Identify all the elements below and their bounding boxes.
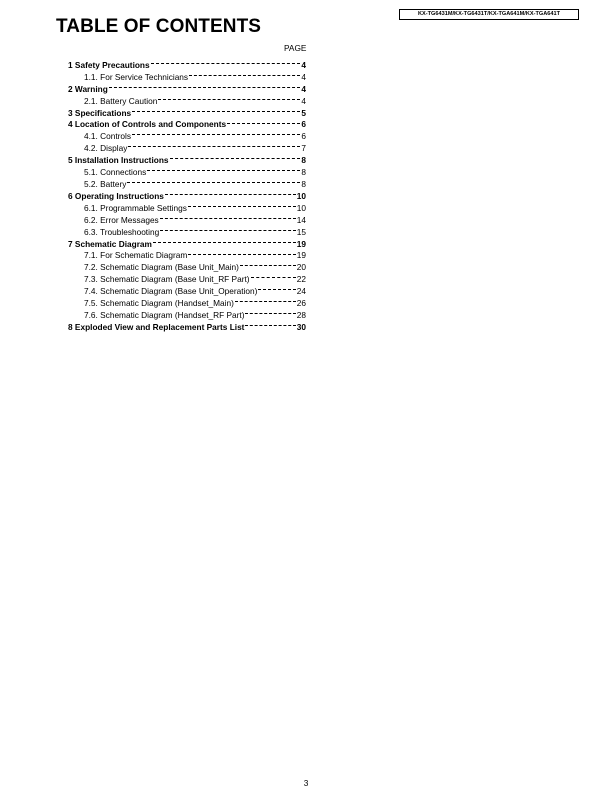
toc-entry-page: 4 (301, 71, 306, 82)
toc-dot-leader (109, 80, 301, 92)
toc-entry-page: 8 (301, 167, 306, 178)
toc-entry-page: 19 (296, 250, 306, 261)
toc-entry-label: 8 Exploded View and Replacement Parts List (68, 321, 245, 332)
toc-entry-label: 5.2. Battery (84, 178, 127, 189)
toc-dot-leader (258, 282, 295, 294)
toc-entry-label: 6.3. Troubleshooting (84, 226, 160, 237)
page-title: TABLE OF CONTENTS (56, 16, 262, 37)
toc-entry-page: 4 (301, 95, 306, 106)
toc-entry-page: 6 (301, 131, 306, 142)
toc-entry-page: 24 (296, 286, 306, 297)
toc-entry-page: 5 (301, 107, 306, 118)
toc-entry-label: 1.1. For Service Technicians (84, 71, 189, 82)
toc-entry-page: 4 (301, 59, 306, 70)
toc-entry-label: 5.1. Connections (84, 167, 147, 178)
toc-dot-leader (245, 318, 295, 330)
toc-entry-page: 8 (301, 155, 306, 166)
toc-entry-page: 6 (301, 119, 306, 130)
toc-entry-page: 30 (296, 321, 306, 332)
toc-dot-leader (251, 270, 296, 282)
toc-dot-leader (160, 223, 296, 235)
toc-entry-page: 15 (296, 226, 306, 237)
toc-entry-label: 6.2. Error Messages (84, 214, 159, 225)
toc-dot-leader (132, 104, 300, 116)
toc-dot-leader (189, 68, 300, 80)
toc-entry-label: 7.6. Schematic Diagram (Handset_RF Part) (84, 309, 245, 320)
toc-dot-leader (147, 163, 300, 175)
toc-dot-leader (170, 151, 301, 163)
toc-dot-leader (240, 258, 296, 270)
toc-dot-leader (127, 175, 300, 187)
toc-entry-label: 7.2. Schematic Diagram (Base Unit_Main) (84, 262, 239, 273)
toc-section-entry[interactable] (68, 56, 306, 68)
toc-dot-leader (153, 235, 296, 247)
toc-entry-label: 7.3. Schematic Diagram (Base Unit_RF Part) (84, 274, 250, 285)
toc-dot-leader (165, 187, 296, 199)
toc-dot-leader (245, 306, 295, 318)
toc-entry-label: 1 Safety Precautions (68, 59, 150, 70)
toc-entry-page: 14 (296, 214, 306, 225)
toc-dot-leader (235, 294, 296, 306)
toc-entry-page: 7 (301, 143, 306, 154)
toc-entry-label: 2.1. Battery Caution (84, 95, 158, 106)
toc-entry-label: 6.1. Programmable Settings (84, 202, 187, 213)
toc-entry-page: 10 (296, 202, 306, 213)
toc-entry-page: 10 (296, 190, 306, 201)
toc-entry-label: 7.1. For Schematic Diagram (84, 250, 188, 261)
toc-entry-page: 26 (296, 298, 306, 309)
toc-dot-leader (160, 211, 296, 223)
toc-entry-page: 28 (296, 309, 306, 320)
toc-dot-leader (132, 127, 300, 139)
model-number-header: KX-TG6431M/KX-TG6431T/KX-TGA641M/KX-TGA641T (399, 9, 579, 20)
toc-entry-label: 7 Schematic Diagram (68, 238, 152, 249)
toc-entry-label: 4.2. Display (84, 143, 128, 154)
toc-entry-page: 8 (301, 178, 306, 189)
toc-entry-label: 4.1. Controls (84, 131, 132, 142)
toc-entry-label: 5 Installation Instructions (68, 155, 169, 166)
toc-dot-leader (151, 56, 301, 68)
toc-entry-page: 19 (296, 238, 306, 249)
toc-dot-leader (128, 139, 300, 151)
toc-dot-leader (188, 247, 295, 259)
toc-entry-label: 2 Warning (68, 83, 108, 94)
toc-entry-page: 22 (296, 274, 306, 285)
toc-entry-label: 4 Location of Controls and Components (68, 119, 227, 130)
toc-entry-label: 7.4. Schematic Diagram (Base Unit_Operation) (84, 286, 258, 297)
table-of-contents-list (68, 56, 306, 330)
toc-entry-page: 20 (296, 262, 306, 273)
toc-entry-label: 3 Specifications (68, 107, 132, 118)
page-column-heading: PAGE (284, 43, 307, 53)
toc-entry-label: 7.5. Schematic Diagram (Handset_Main) (84, 298, 234, 309)
toc-entry-page: 4 (301, 83, 306, 94)
toc-dot-leader (158, 92, 300, 104)
toc-dot-leader (188, 199, 296, 211)
toc-dot-leader (227, 116, 300, 128)
toc-entry-label: 6 Operating Instructions (68, 190, 164, 201)
page-number: 3 (303, 778, 309, 788)
